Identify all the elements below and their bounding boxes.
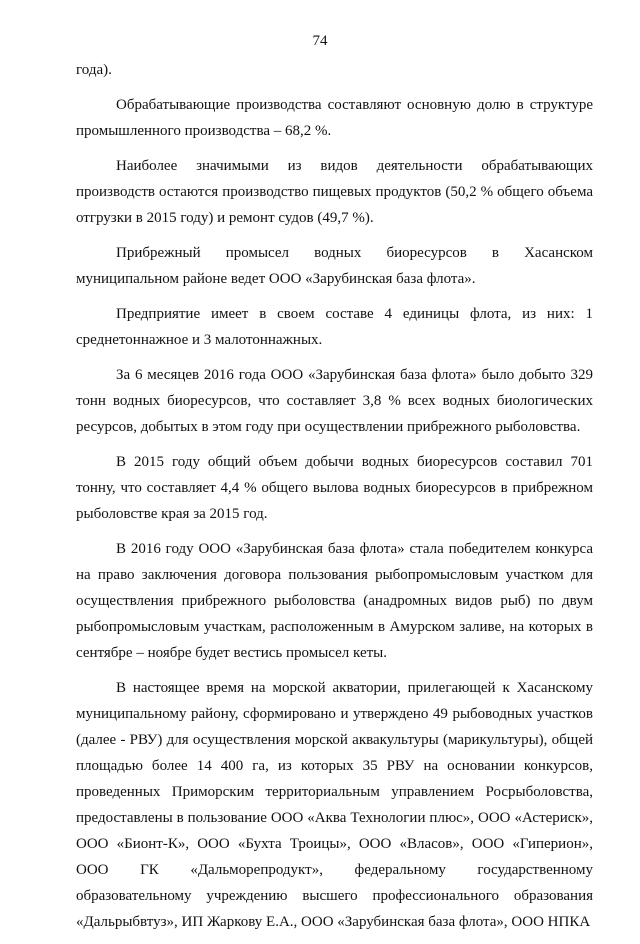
paragraph: Предприятие имеет в своем составе 4 единицы флота, из них: 1 среднетоннажное и 3 малотоннажных. (76, 306, 593, 348)
body-text (76, 57, 593, 944)
paragraph: Обрабатывающие производства составляют основную долю в структуре промышленного производства – 68,2 %. (76, 97, 593, 139)
paragraph: Наиболее значимыми из видов деятельности обрабатывающих производств остаются производство пищевых продуктов (50,2 % общего объема отгрузки в 2015 году) и ремонт судов (49,7 %). (76, 158, 593, 226)
paragraph: В настоящее время на морской акватории, прилегающей к Хасанскому муниципальному району, сформировано и утверждено 49 рыбоводных участков (далее - РВУ) для осуществления морской аквакультуры (марикультуры), общей площадью более 14 400 га, из которых 35 РВУ на основании конкурсов, проведенных Приморским территориальным управлением Росрыболовства, предоставлены в пользование ООО «Аква Технологии плюс», ООО «Астериск», ООО «Бионт-К», ООО «Бухта Троицы», ООО «Власов», ООО «Гиперион», ООО ГК «Дальморепродукт», федеральному государственному образовательному учреждению высшего профессионального образования «Дальрыбвтуз», ИП Жаркову Е.А., ООО «Зарубинская база флота», ООО НПКА (76, 680, 593, 930)
page-number: 74 (312, 33, 328, 49)
paragraph: Прибрежный промысел водных биоресурсов в Хасанском муниципальном районе ведет ООО «Зарубинская база флота». (76, 245, 593, 287)
paragraph: В 2015 году общий объем добычи водных биоресурсов составил 701 тонну, что составляет 4,4 % общего вылова водных биоресурсов в прибрежном рыболовстве края за 2015 год. (76, 454, 593, 522)
paragraph-continuation: года). (76, 62, 112, 78)
paragraph: За 6 месяцев 2016 года ООО «Зарубинская база флота» было добыто 329 тонн водных биоресурсов, что составляет 3,8 % всех водных биологических ресурсов, добытых в этом году при осуществлении прибрежного рыболовства. (76, 367, 593, 435)
paragraph: В 2016 году ООО «Зарубинская база флота» стала победителем конкурса на право заключения договора пользования рыбопромысловым участком для осуществления прибрежного рыболовства (анадромных видов рыб) по двум рыбопромысловым участкам, расположенным в Амурском заливе, на которых в сентябре – ноябре будет вестись промысел кеты. (76, 541, 593, 661)
